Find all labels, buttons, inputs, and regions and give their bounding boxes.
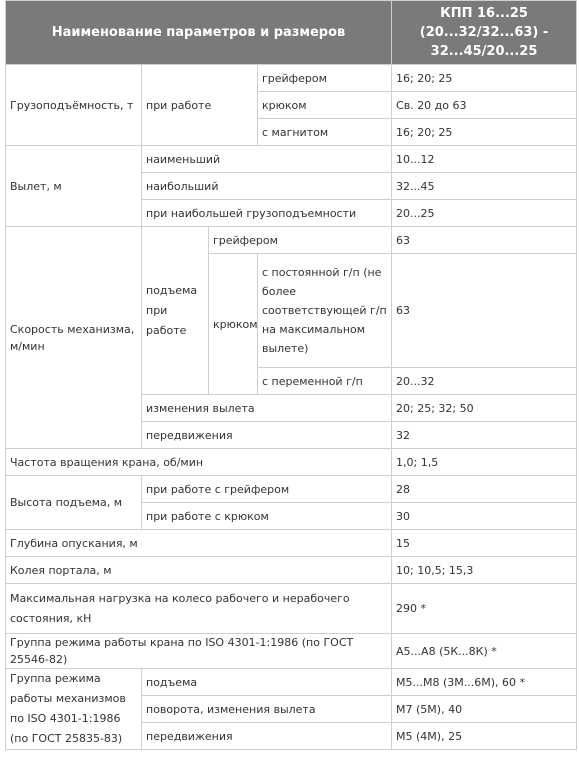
capacity-label: Грузоподъёмность, т [6, 65, 142, 146]
gauge-value: 10; 10,5; 15,3 [392, 557, 577, 584]
lift-height-hook-label: при работе с крюком [142, 503, 392, 530]
speed-travel-label: передвижения [142, 422, 392, 449]
speed-reach-change-label: изменения вылета [142, 395, 392, 422]
depth-label: Глубина опускания, м [6, 530, 392, 557]
mech-group-lift-label: подъема [142, 669, 392, 696]
speed-reach-change-value: 20; 25; 32; 50 [392, 395, 577, 422]
reach-max-label: наибольший [142, 173, 392, 200]
speed-travel-value: 32 [392, 422, 577, 449]
mech-group-label: Группа режима работы механизмов по ISO 4301-1:1986 (по ГОСТ 25835-83) [6, 669, 142, 750]
reach-min-label: наименьший [142, 146, 392, 173]
lift-height-grab-value: 28 [392, 476, 577, 503]
reach-min-value: 10...12 [392, 146, 577, 173]
speed-label: Скорость механизма, м/мин [6, 227, 142, 449]
mech-group-slew-label: поворота, изменения вылета [142, 696, 392, 723]
speed-const-value: 63 [392, 254, 577, 368]
speed-variable-label: с переменной г/п [258, 368, 392, 395]
speed-const-label: с постоянной г/п (не более соответствующей г/п на максимальном вылете) [258, 254, 392, 368]
lift-height-label: Высота подъема, м [6, 476, 142, 530]
reach-at-max-load-label: при наибольшей грузоподъемности [142, 200, 392, 227]
speed-hook-label: крюком [209, 254, 258, 395]
wheel-load-label: Максимальная нагрузка на колесо рабочего и нерабочего состояния, кН [6, 584, 392, 634]
crane-group-value: А5...А8 (5К...8К) * [392, 634, 577, 669]
capacity-hook-value: Св. 20 до 63 [392, 92, 577, 119]
lift-height-grab-label: при работе с грейфером [142, 476, 392, 503]
header-value-column: КПП 16...25 (20...32/32...63) - 32...45/20...25 [392, 1, 577, 65]
speed-variable-value: 20...32 [392, 368, 577, 395]
wheel-load-value: 290 * [392, 584, 577, 634]
mech-group-travel-label: передвижения [142, 723, 392, 750]
rotation-value: 1,0; 1,5 [392, 449, 577, 476]
capacity-hook-label: крюком [258, 92, 392, 119]
mech-group-slew-value: М7 (5М), 40 [392, 696, 577, 723]
depth-value: 15 [392, 530, 577, 557]
speed-lift-label: подъема при работе [142, 227, 209, 395]
reach-max-value: 32...45 [392, 173, 577, 200]
capacity-grab-value: 16; 20; 25 [392, 65, 577, 92]
reach-at-max-load-value: 20...25 [392, 200, 577, 227]
speed-grab-label: грейфером [209, 227, 392, 254]
capacity-grab-label: грейфером [258, 65, 392, 92]
header-param-column: Наименование параметров и размеров [6, 1, 392, 65]
speed-grab-value: 63 [392, 227, 577, 254]
mech-group-travel-value: М5 (4М), 25 [392, 723, 577, 750]
crane-group-label: Группа режима работы крана по ISO 4301-1:1986 (по ГОСТ 25546-82) [6, 634, 392, 669]
rotation-label: Частота вращения крана, об/мин [6, 449, 392, 476]
gauge-label: Колея портала, м [6, 557, 392, 584]
capacity-sub-label: при работе [142, 65, 258, 146]
capacity-magnet-label: с магнитом [258, 119, 392, 146]
mech-group-lift-value: М5...М8 (3М...6М), 60 * [392, 669, 577, 696]
capacity-magnet-value: 16; 20; 25 [392, 119, 577, 146]
reach-label: Вылет, м [6, 146, 142, 227]
lift-height-hook-value: 30 [392, 503, 577, 530]
specs-table [5, 0, 577, 750]
